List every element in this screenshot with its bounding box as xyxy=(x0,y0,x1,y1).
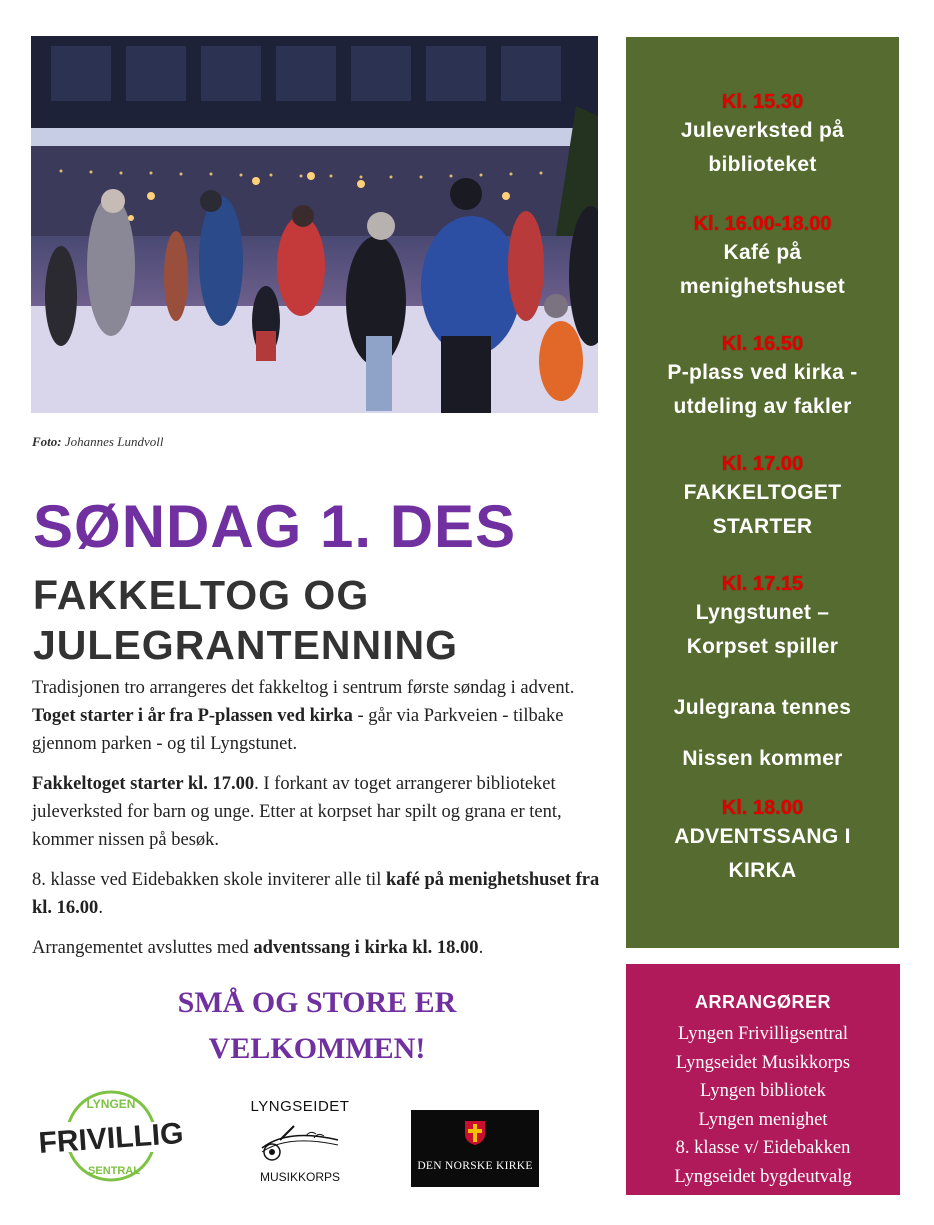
paragraph-2: Fakkeltoget starter kl. 17.00. I forkant av toget arrangerer biblioteket juleverksted for barn og unge. Etter at korpset har spilt og grana er tent, kommer nissen på besøk. xyxy=(32,774,562,850)
organizers-heading: ARRANGØRER xyxy=(694,992,831,1012)
event-date: SØNDAG 1. DES xyxy=(33,493,517,560)
schedule-item: Kl. 18.00 ADVENTSSANG I KIRKA xyxy=(674,797,851,882)
schedule-item: Kl. 16.50 P-plass ved kirka - utdeling av fakler xyxy=(667,333,858,418)
frivilligsentral-logo xyxy=(28,1086,194,1186)
title-line-1: FAKKELTOG OG xyxy=(33,572,370,618)
organizers-panel xyxy=(626,964,900,1195)
paragraph-4: Arrangementet avsluttes med adventssang i kirka kl. 18.00. xyxy=(32,938,484,958)
organizers-list xyxy=(626,1020,900,1191)
list-item: Lyngen menighet xyxy=(698,1109,828,1130)
list-item: 8. klasse v/ Eidebakken xyxy=(675,1138,851,1158)
photo-caption: Foto: Johannes Lundvoll xyxy=(32,434,164,449)
svg-text:SENTRAL: SENTRAL xyxy=(88,1165,140,1177)
event-title xyxy=(33,570,613,670)
event-photo xyxy=(31,36,598,413)
list-item: Lyngseidet Musikkorps xyxy=(675,1052,851,1073)
body-text xyxy=(32,674,604,974)
list-item: Lyngen bibliotek xyxy=(700,1081,826,1101)
schedule-item: Kl. 17.00 FAKKELTOGET STARTER xyxy=(683,453,842,538)
schedule-item: Kl. 16.00-18.00 Kafé på menighetshuset xyxy=(679,213,846,298)
schedule-panel xyxy=(626,37,899,948)
schedule-item: Julegrana tennes xyxy=(673,696,852,719)
musikkorps-logo: LYNGSEIDET MUSIKKORPS xyxy=(250,1098,350,1184)
list-item: Lyngseidet bygdeutvalg xyxy=(674,1166,852,1187)
schedule-item: Kl. 17.15 Lyngstunet – Korpset spiller xyxy=(686,573,839,658)
church-cross-icon xyxy=(463,1120,487,1146)
paragraph-3: 8. klasse ved Eidebakken skole inviterer alle til kafé på menighetshuset fra kl. 16.00. xyxy=(32,870,600,918)
svg-text:FRIVILLIG: FRIVILLIG xyxy=(37,1116,185,1161)
title-line-2: JULEGRANTENNING xyxy=(33,622,459,668)
paragraph-1: Tradisjonen tro arrangeres det fakkeltog i sentrum første søndag i advent. Toget starter i år fra P-plassen ved kirka - går via Parkveien - tilbake gjennom parken - og til Lyngstunet. xyxy=(32,678,575,754)
den-norske-kirke-logo: DEN NORSKE KIRKE xyxy=(411,1110,539,1187)
svg-text:LYNGEN: LYNGEN xyxy=(86,1097,136,1111)
schedule-item: Kl. 15.30 Juleverksted på biblioteket xyxy=(680,91,845,176)
schedule-item: Nissen kommer xyxy=(682,747,843,770)
welcome-message: SMÅ OG STORE ER VELKOMMEN! xyxy=(177,986,457,1065)
list-item: Lyngen Frivilligsentral xyxy=(677,1024,849,1044)
